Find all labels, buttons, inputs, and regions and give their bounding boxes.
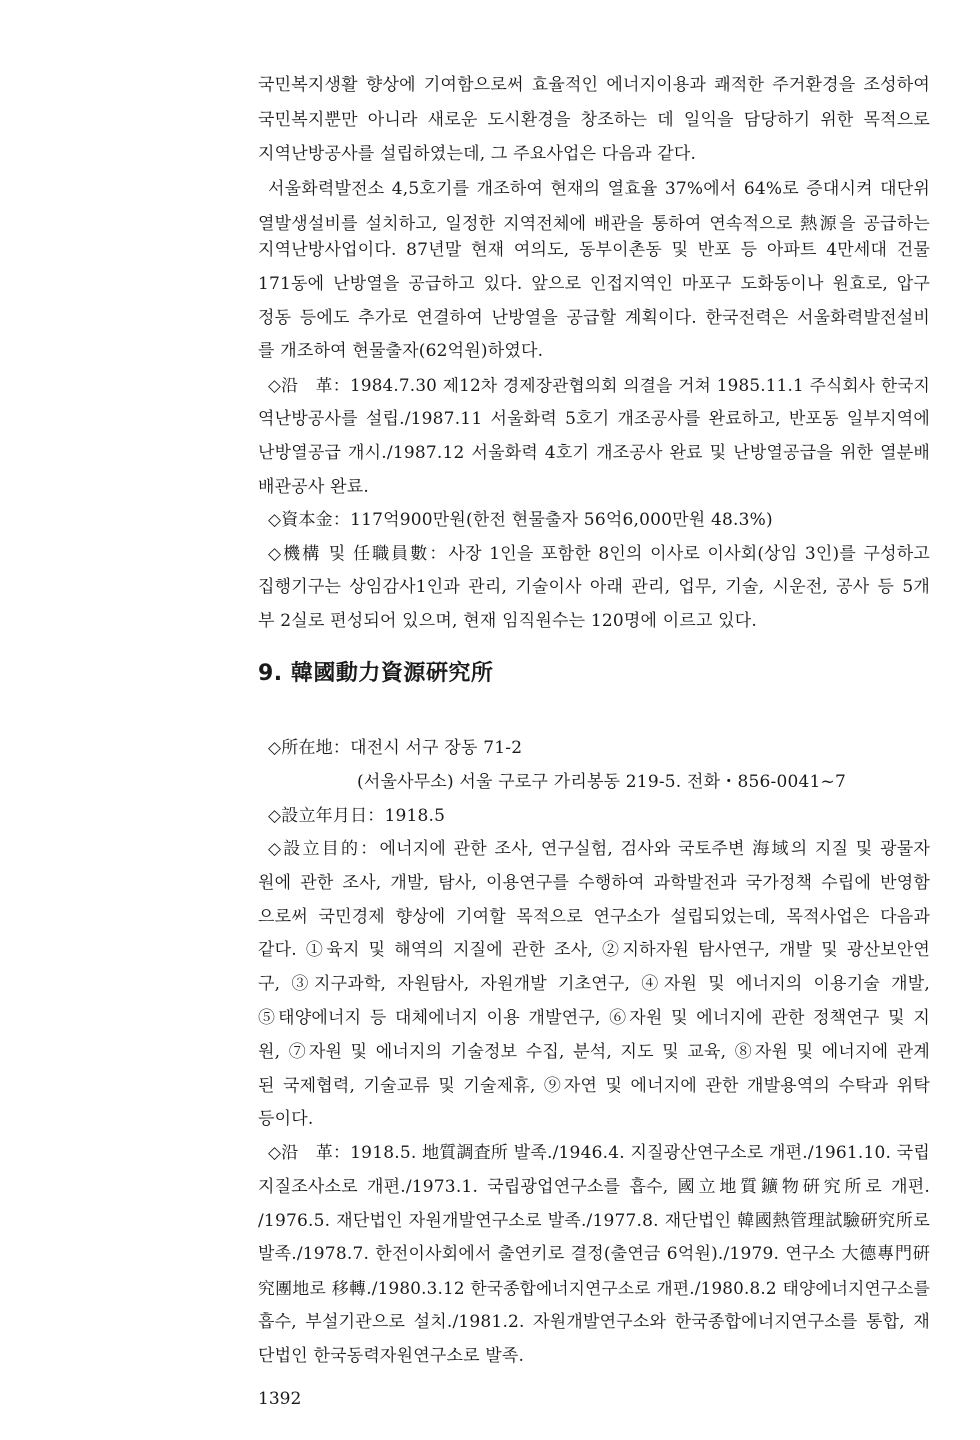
text-line: 발족./1978.7. 한전이사회에서 출연키로 결정(출연금 6억원)./1979. 연구소 大德專門硏 bbox=[258, 1244, 930, 1264]
text-line: 흡수, 부설기관으로 설치./1981.2. 자원개발연구소와 한국종합에너지연구소를 통합, 재 bbox=[258, 1312, 930, 1332]
text-line: 원, ⑦자원 및 에너지의 기술정보 수집, 분석, 지도 및 교육, ⑧자원 및 에너지에 관계 bbox=[258, 1042, 930, 1062]
text-line: 배관공사 완료. bbox=[258, 477, 369, 497]
text-line: 원에 관한 조사, 개발, 탐사, 이용연구를 수행하여 과학발전과 국가정책 수립에 반영함 bbox=[258, 873, 930, 893]
text-line: 171동에 난방열을 공급하고 있다. 앞으로 인접지역인 마포구 도화동이나 원효로, 압구 bbox=[258, 274, 930, 294]
section-heading: 9. 韓國動力資源硏究所 bbox=[258, 661, 494, 686]
text-line: 지질조사소로 개편./1973.1. 국립광업연구소를 흡수, 國立地質鑛物硏究所로 개편. bbox=[258, 1177, 930, 1197]
text-line: ◇機構 및 任職員數：사장 1인을 포함한 8인의 이사로 이사회(상임 3인)를 구성하고 bbox=[268, 544, 930, 564]
text-line: /1976.5. 재단법인 자원개발연구소로 발족./1977.8. 재단법인 韓國熱管理試驗硏究所로 bbox=[258, 1211, 930, 1231]
text-line: 난방열공급 개시./1987.12 서울화력 4호기 개조공사 완료 및 난방열공급을 위한 열분배 bbox=[258, 443, 930, 463]
text-line: 지역난방사업이다. 87년말 현재 여의도, 동부이촌동 및 반포 등 아파트 4만세대 건물 bbox=[258, 240, 930, 260]
founded-line: ◇設立年月日：1918.5 bbox=[268, 806, 446, 826]
text-line: ◇沿 革：1918.5. 地質調査所 발족./1946.4. 지질광산연구소로 개편./1961.10. 국립 bbox=[268, 1143, 930, 1163]
text-line: 으로써 국민경제 향상에 기여할 목적으로 연구소가 설립되었는데, 목적사업은 다음과 bbox=[258, 907, 930, 927]
text-line: 열발생설비를 설치하고, 일정한 지역전체에 배관을 통하여 연속적으로 熱源을 공급하는 bbox=[258, 214, 930, 234]
page-number: 1392 bbox=[258, 1389, 302, 1409]
text-line: 구, ③지구과학, 자원탐사, 자원개발 기초연구, ④자원 및 에너지의 이용기술 개발, bbox=[258, 974, 930, 994]
text-line: 지역난방공사를 설립하였는데, 그 주요사업은 다음과 같다. bbox=[258, 144, 697, 164]
text-line: 국민복지생활 향상에 기여함으로써 효율적인 에너지이용과 쾌적한 주거환경을 조성하여 bbox=[258, 75, 930, 95]
text-line: 된 국제협력, 기술교류 및 기술제휴, ⑨자연 및 에너지에 관한 개발용역의 수탁과 위탁 bbox=[258, 1076, 930, 1096]
seoul-office-line: (서울사무소) 서울 구로구 가리봉동 219-5. 전화・856-0041~7 bbox=[357, 772, 846, 792]
text-line: 단법인 한국동력자원연구소로 발족. bbox=[258, 1346, 525, 1366]
text-line: 서울화력발전소 4,5호기를 개조하여 현재의 열효율 37%에서 64%로 증대시켜 대단위 bbox=[268, 179, 930, 199]
location-line: ◇所在地：대전시 서구 장동 71-2 bbox=[268, 738, 523, 758]
text-line: ⑤태양에너지 등 대체에너지 이용 개발연구, ⑥자원 및 에너지에 관한 정책연구 및 지 bbox=[258, 1008, 930, 1028]
capital-line: ◇資本金：117억900만원(한전 현물출자 56억6,000만원 48.3%) bbox=[268, 510, 773, 530]
text-line: 역난방공사를 설립./1987.11 서울화력 5호기 개조공사를 완료하고, 반포동 일부지역에 bbox=[258, 409, 930, 429]
text-line: 같다. ①육지 및 해역의 지질에 관한 조사, ②지하자원 탐사연구, 개발 및 광산보안연 bbox=[258, 940, 930, 960]
text-line: 정동 등에도 추가로 연결하여 난방열을 공급할 계획이다. 한국전력은 서울화력발전설비 bbox=[258, 308, 930, 328]
text-line: 부 2실로 편성되어 있으며, 현재 임직원수는 120명에 이르고 있다. bbox=[258, 611, 758, 631]
text-line: 국민복지뿐만 아니라 새로운 도시환경을 창조하는 데 일익을 담당하기 위한 목적으로 bbox=[258, 110, 930, 130]
text-line: ◇沿 革：1984.7.30 제12차 경제장관협의회 의결을 거쳐 1985.11.1 주식회사 한국지 bbox=[268, 375, 930, 395]
text-line: 究團地로 移轉./1980.3.12 한국종합에너지연구소로 개편./1980.8.2 태양에너지연구소를 bbox=[258, 1278, 930, 1298]
text-line: 를 개조하여 현물출자(62억원)하였다. bbox=[258, 341, 544, 361]
text-line: 등이다. bbox=[258, 1109, 314, 1129]
text-line: ◇設立目的：에너지에 관한 조사, 연구실험, 검사와 국토주변 海域의 지질 및 광물자 bbox=[268, 839, 930, 859]
text-line: 집행기구는 상임감사1인과 관리, 기술이사 아래 관리, 업무, 기술, 시운전, 공사 등 5개 bbox=[258, 577, 930, 597]
